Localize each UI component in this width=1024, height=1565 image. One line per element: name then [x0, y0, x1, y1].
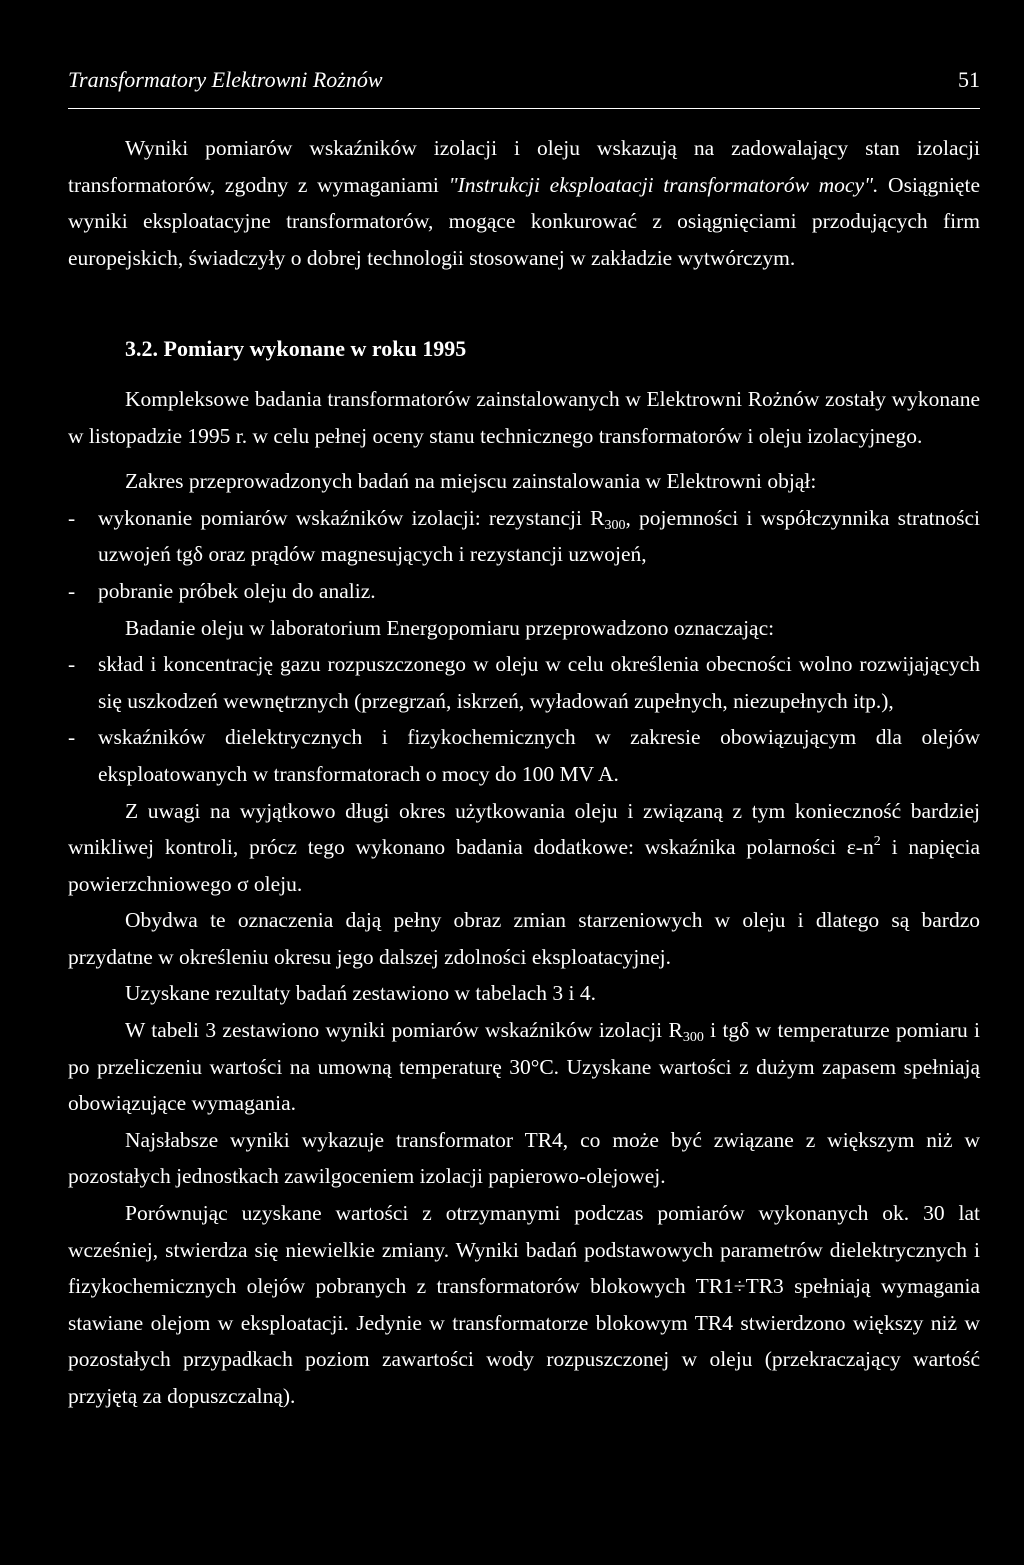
page-header	[68, 62, 980, 102]
paragraph-comparison: Porównując uzyskane wartości z otrzymanymi podczas pomiarów wykonanych ok. 30 lat wcześniej, stwierdza się niewielkie zmiany. Wyniki badań podstawowych parametrów dielektrycznych i fizykochemicznych olejów pobranych z transformatorów blokowych TR1÷TR3 spełniają wymagania stawiane olejom w eksploatacji. Jedynie w transformatorze blokowym TR4 stwierdzono większy niż w pozostałych przypadkach poziom zawartości wody rozpuszczonej w oleju (przekraczający wartość przyjętą za dopuszczalną).	[68, 1201, 980, 1408]
list-item: - wykonanie pomiarów wskaźników izolacji: rezystancji $R_{300}$, pojemności i współczynnika stratności uzwojeń tgδ oraz prądów magnesujących i rezystancji uzwojeń,	[68, 500, 980, 573]
paragraph-scope: Zakres przeprowadzonych badań na miejscu zainstalowania w Elektrowni objął:	[125, 469, 817, 494]
paragraph-comprehensive-tests: Kompleksowe badania transformatorów zainstalowanych w Elektrowni Rożnów zostały wykonane w listopadzie 1995 r. w celu pełnej oceny stanu technicznego transformatorów i oleju izolacyjnego.	[68, 386, 980, 448]
section-heading: 3.2. Pomiary wykonane w roku 1995	[125, 336, 467, 362]
list-dash: -	[68, 505, 76, 530]
body-text	[68, 130, 980, 1415]
paragraph-table3: W tabeli 3 zestawiono wyniki pomiarów wskaźników izolacji $R_{300}$ i tgδ w temperaturze pomiaru i po przeliczeniu wartości na umowną temperaturę 30°C. Uzyskane wartości z dużym zapasem spełniają obowiązujące wymagania.	[68, 1018, 981, 1116]
paragraph-tr4: Najsłabsze wyniki wykazuje transformator TR4, co może być związane z większym niż w pozostałych jednostkach zawilgoceniem izolacji papierowo-olejowej.	[68, 1127, 980, 1189]
header-rule	[68, 108, 980, 109]
list-item: - pobranie próbek oleju do analiz.	[68, 573, 980, 610]
paragraph-tables: Uzyskane rezultaty badań zestawiono w tabelach 3 i 4.	[125, 981, 597, 1006]
paragraph-additional-tests: Z uwagi na wyjątkowo długi okres użytkowania oleju i związaną z tym konieczność bardziej wnikliwej kontroli, prócz tego wykonano badania dodatkowe: wskaźnika polarności $\varepsilon-n^2$ i napięcia powierzchniowego σ oleju.	[68, 798, 981, 896]
list-item: - wskaźników dielektrycznych i fizykochemicznych w zakresie obowiązującym dla olejów eksploatowanych w transformatorach o mocy do 100 MV A.	[68, 719, 980, 792]
list-dash: -	[68, 652, 76, 677]
paragraph-aging: Obydwa te oznaczenia dają pełny obraz zmian starzeniowych w oleju i dlatego są bardzo przydatne w określeniu okresu jego dalszej zdolności eksploatacyjnej.	[68, 908, 980, 969]
list-item: - skład i koncentrację gazu rozpuszczonego w oleju w celu określenia obecności wolno rozwijających się uszkodzeń wewnętrznych (przegrzań, iskrzeń, wyładowań zupełnych, niezupełnych itp.),	[68, 646, 980, 719]
quoted-instruction-title: "Instrukcji eksploatacji transformatorów mocy".	[448, 172, 879, 197]
paragraph-oil-lab: Badanie oleju w laboratorium Energopomiaru przeprowadzono oznaczając:	[125, 615, 775, 640]
list-dash: -	[68, 578, 76, 603]
running-title: Transformatory Elektrowni Rożnów	[68, 67, 383, 92]
page	[68, 62, 981, 1408]
paragraph-conclusions: Wyniki pomiarów wskaźników izolacji i oleju wskazują na zadowalający stan izolacji transformatorów, zgodny z wymaganiami "Instrukcji eksploatacji transformatorów mocy". Osiągnięte wyniki eksploatacyjne transformatorów, mogące konkurować z osiągnięciami przodujących firm europejskich, świadczyły o dobrej technologii stosowanej w zakładzie wytwórczym.	[68, 136, 980, 270]
page-number: 51	[958, 67, 980, 92]
list-dash: -	[68, 725, 76, 750]
